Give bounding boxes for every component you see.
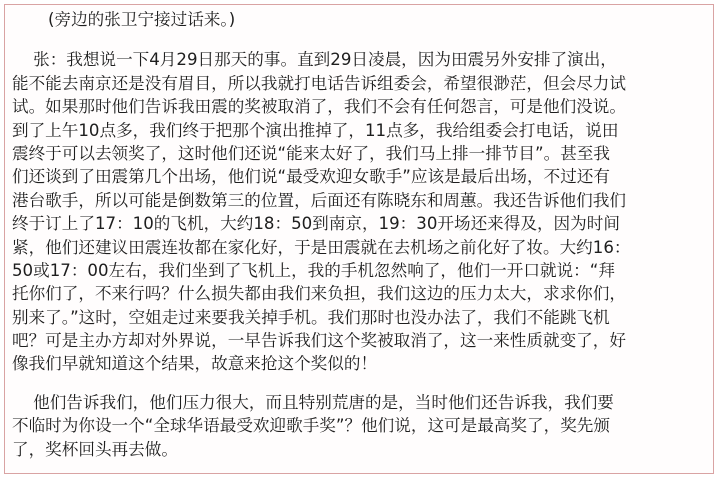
- paragraph-1: [12, 48, 708, 375]
- paragraph-2: [12, 391, 708, 461]
- text-line: 紧，他们还建议田震连妆都在家化好，于是田震就在去机场之前化好了妆。大约16：: [12, 237, 631, 257]
- paragraph-gap: [48, 376, 708, 391]
- text-line: 震终于可以去领奖了，这时他们还说“能来太好了，我们马上排一排节目”。甚至我: [12, 143, 610, 163]
- text-line: 他们告诉我们，他们压力很大，而且特别荒唐的是，当时他们还告诉我，我们要: [12, 392, 614, 412]
- text-line: 港台歌手，所以可能是倒数第三的位置，后面还有陈晓东和周蕙。我还告诉他们我们: [12, 190, 626, 210]
- document-body: [12, 8, 708, 461]
- text-line: 们还谈到了田震第几个出场，他们说“最受欢迎女歌手”应该是最后出场，不过还有: [12, 167, 610, 187]
- text-line: 吧？可是主办方却对外界说，一早告诉我们这个奖被取消了，这一来性质就变了，好: [12, 331, 626, 351]
- text-line: 别来了。”这时，空姐走过来要我关掉手机。我们那时也没办法了，我们不能跳飞机: [12, 307, 610, 327]
- text-line: 托你们了，不来行吗？什么损失都由我们来负担，我们这边的压力太大，求求你们，: [12, 284, 626, 304]
- text-line: 像我们早就知道这个结果，故意来抢这个奖似的！: [12, 354, 378, 374]
- text-line: 试。如果那时他们告诉我田震的奖被取消了，我们不会有任何怨言，可是他们没说。: [12, 97, 626, 117]
- text-line: 能不能去南京还是没有眉目，所以我就打电话告诉组委会，希望很渺茫，但会尽力试: [12, 73, 626, 93]
- text-line: 终于订上了17：10的飞机，大约18：50到南京，19：30开场还来得及，因为时间: [12, 214, 620, 234]
- text-line: 张：我想说一下4月29日那天的事。直到29日凌晨，因为田震另外安排了演出，: [12, 50, 617, 70]
- intro-line: (旁边的张卫宁接过话来。): [48, 10, 236, 29]
- text-line: 了，奖杯回头再去做。: [12, 439, 178, 459]
- text-line: 50或17：00左右，我们坐到了飞机上，我的手机忽然响了，他们一开口就说：“拜: [12, 260, 615, 280]
- text-line: 不临时为你设一个“全球华语最受欢迎歌手奖”？他们说，这可是最高奖了，奖先颁: [12, 416, 610, 436]
- text-line: 到了上午10点多，我们终于把那个演出推掉了，11点多，我给组委会打电话，说田: [12, 120, 619, 140]
